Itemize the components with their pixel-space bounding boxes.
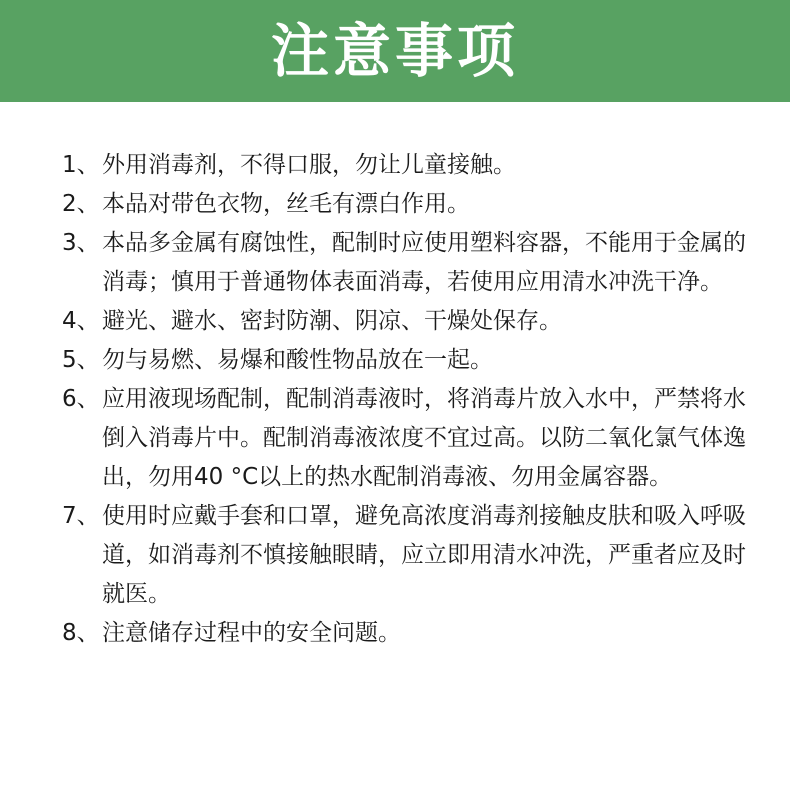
list-item — [62, 224, 752, 302]
list-item — [62, 341, 752, 380]
header-banner — [0, 0, 790, 102]
list-item — [62, 614, 752, 653]
item-text: 本品对带色衣物，丝毛有漂白作用。 — [102, 191, 470, 217]
item-number: 8、 — [62, 620, 100, 646]
item-number: 6、 — [62, 386, 100, 412]
item-number: 2、 — [62, 191, 100, 217]
item-text: 注意储存过程中的安全问题。 — [102, 620, 401, 646]
item-text: 勿与易燃、易爆和酸性物品放在一起。 — [102, 347, 493, 373]
item-text: 应用液现场配制，配制消毒液时，将消毒片放入水中，严禁将水倒入消毒片中。配制消毒液浓度不宜过高。以防二氧化氯气体逸出，勿用40 °C以上的热水配制消毒液、勿用金属容器。 — [102, 386, 746, 490]
page-title: 注意事项 — [270, 17, 519, 85]
list-item — [62, 302, 752, 341]
item-number: 7、 — [62, 503, 100, 529]
item-number: 1、 — [62, 152, 100, 178]
item-number: 3、 — [62, 230, 100, 256]
item-number: 5、 — [62, 347, 100, 373]
item-text: 避光、避水、密封防潮、阴凉、干燥处保存。 — [102, 308, 562, 334]
item-text: 外用消毒剂，不得口服，勿让儿童接触。 — [102, 152, 516, 178]
list-item — [62, 146, 752, 185]
item-text: 使用时应戴手套和口罩，避免高浓度消毒剂接触皮肤和吸入呼吸道，如消毒剂不慎接触眼睛，应立即用清水冲洗，严重者应及时就医。 — [102, 503, 746, 607]
precautions-list — [62, 146, 752, 653]
list-item — [62, 185, 752, 224]
item-text: 本品多金属有腐蚀性，配制时应使用塑料容器，不能用于金属的消毒；慎用于普通物体表面消毒，若使用应用清水冲洗干净。 — [102, 230, 746, 295]
list-item — [62, 497, 752, 614]
list-item — [62, 380, 752, 497]
item-number: 4、 — [62, 308, 100, 334]
